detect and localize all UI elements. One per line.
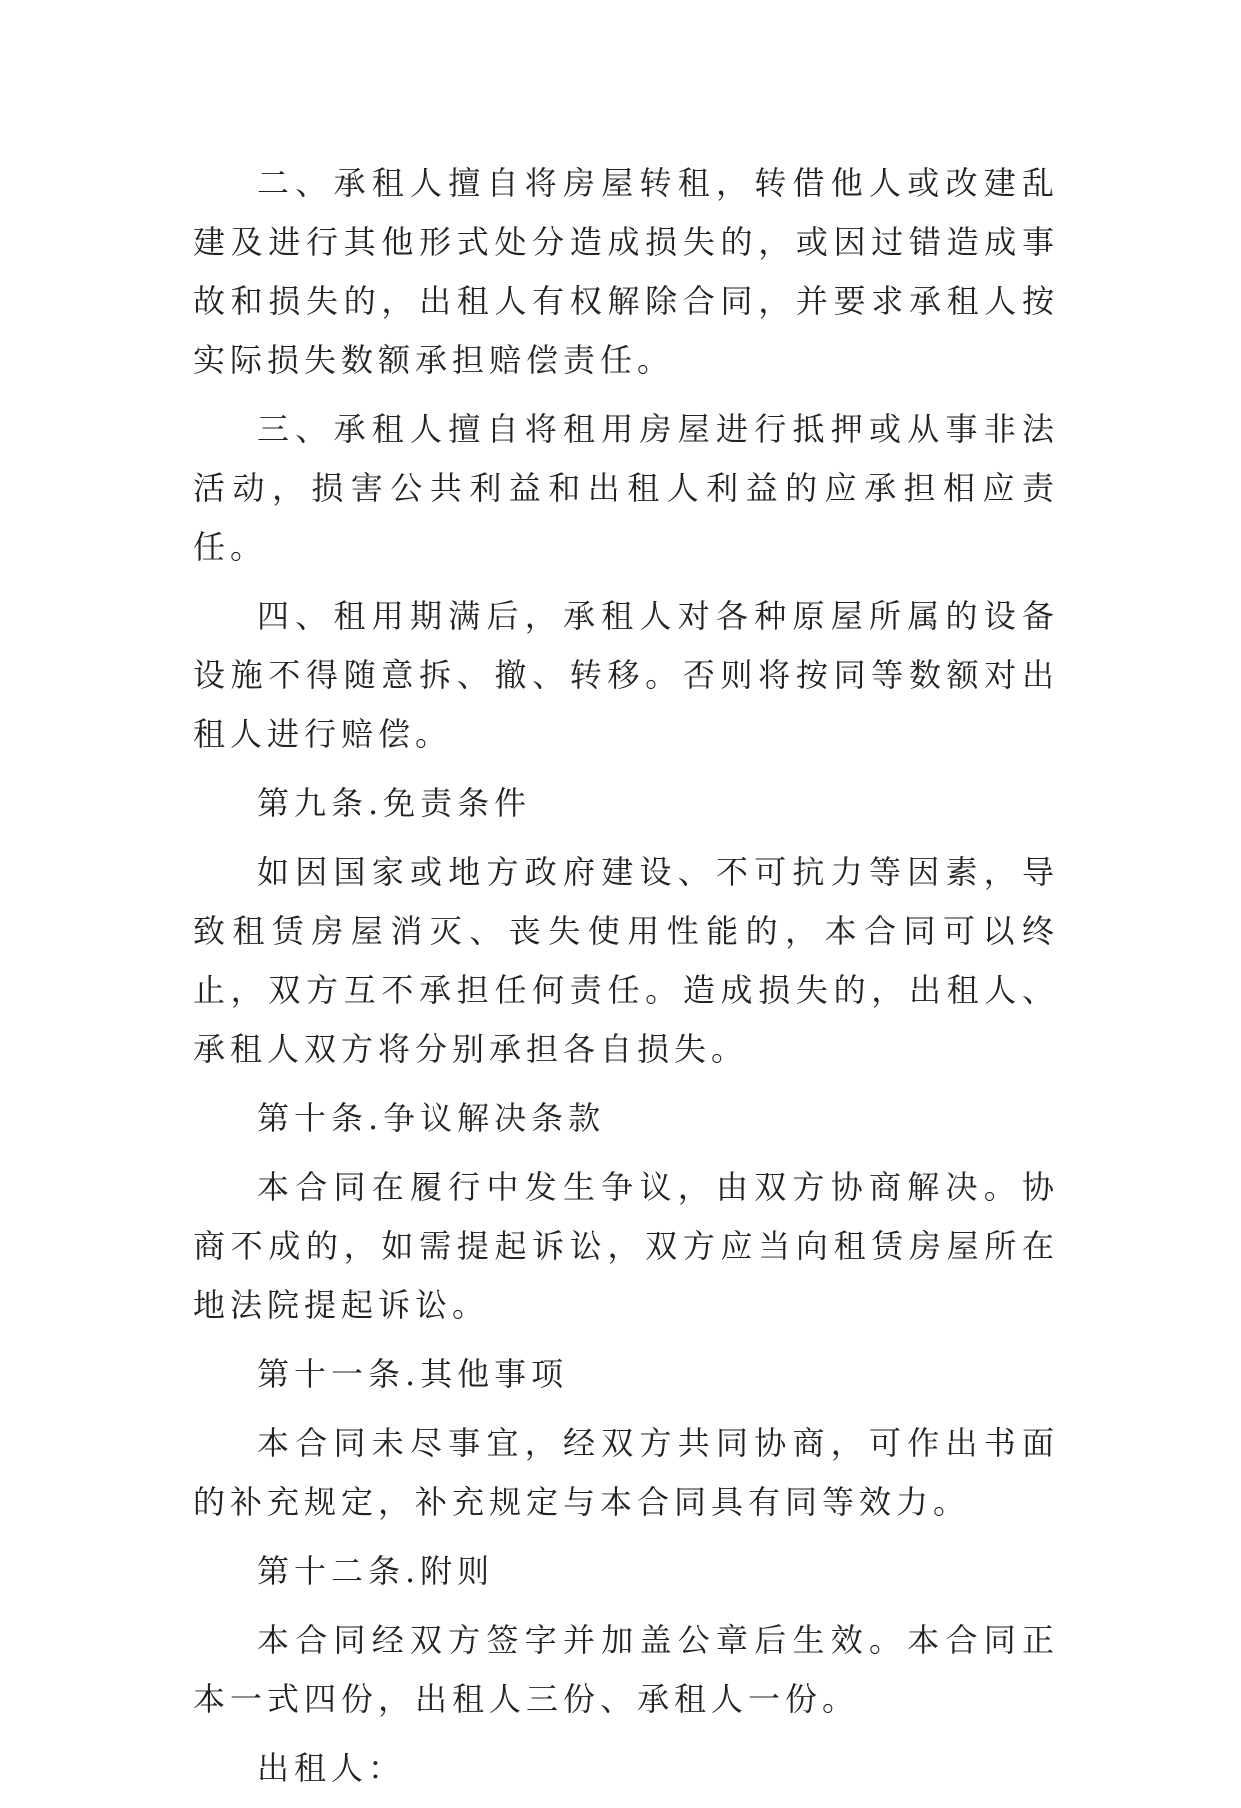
clause-paragraph: 四、租用期满后，承租人对各种原屋所属的设备设施不得随意拆、撤、转移。否则将按同等数额对出租人进行赔偿。 [193,597,1059,753]
article-heading: 第十二条.附则 [257,1552,495,1590]
clause-paragraph: 如因国家或地方政府建设、不可抗力等因素，导致租赁房屋消灭、丧失使用性能的，本合同可以终止，双方互不承担任何责任。造成损失的，出租人、承租人双方将分别承担各自损失。 [193,853,1059,1068]
article-heading: 第九条.免责条件 [257,784,532,822]
clause-paragraph: 三、承租人擅自将租用房屋进行抵押或从事非法活动，损害公共利益和出租人利益的应承担相应责任。 [193,410,1059,566]
clause-paragraph: 本合同经双方签字并加盖公章后生效。本合同正本一式四份，出租人三份、承租人一份。 [193,1621,1059,1718]
article-heading: 第十条.争议解决条款 [257,1099,606,1137]
clause-paragraph: 本合同未尽事宜，经双方共同协商，可作出书面的补充规定，补充规定与本合同具有同等效力。 [193,1424,1059,1521]
document-body [193,154,1059,1808]
article-heading: 第十一条.其他事项 [257,1355,569,1393]
clause-paragraph: 二、承租人擅自将房屋转租，转借他人或改建乱建及进行其他形式处分造成损失的，或因过错造成事故和损失的，出租人有权解除合同，并要求承租人按实际损失数额承担赔偿责任。 [193,164,1059,379]
lessor-signature-label: 出租人： [257,1749,406,1787]
clause-paragraph: 本合同在履行中发生争议，由双方协商解决。协商不成的，如需提起诉讼，双方应当向租赁房屋所在地法院提起诉讼。 [193,1168,1059,1324]
